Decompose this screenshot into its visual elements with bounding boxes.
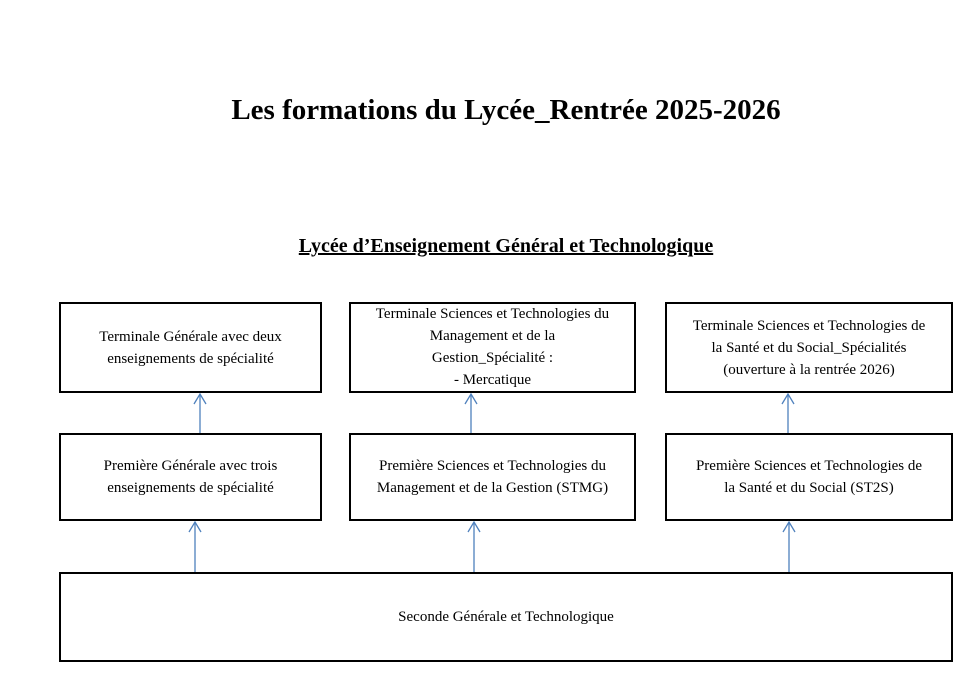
arrow-premiere-st2s-to-terminale-st2s	[782, 394, 794, 433]
arrow-seconde-to-premiere-stmg	[468, 522, 480, 572]
terminale-generale-label: Terminale Générale avec deux enseignements de spécialité	[99, 328, 282, 367]
premiere-stmg-label: Première Sciences et Technologies du Management et de la Gestion (STMG)	[376, 458, 609, 496]
arrow-seconde-to-premiere-st2s	[783, 522, 795, 572]
section-title: Lycée d’Enseignement Général et Technologique	[298, 235, 714, 257]
terminale-stmg-label: Terminale Sciences et Technologies du Management et de la Gestion_Spécialité : - Mercatique	[375, 305, 610, 388]
premiere-st2s-label: Première Sciences et Technologies de la Santé et du Social (ST2S)	[695, 458, 923, 496]
terminale-st2s-label: Terminale Sciences et Technologies de la Santé et du Social_Spécialités (ouverture à la rentrée 2026)	[692, 317, 926, 378]
premiere-generale-label: Première Générale avec trois enseignements de spécialité	[103, 458, 278, 496]
arrow-premiere-stmg-to-terminale-stmg	[465, 394, 477, 433]
arrow-premiere-generale-to-terminale-generale	[194, 394, 206, 433]
arrow-seconde-to-premiere-generale	[189, 522, 201, 572]
seconde-label: Seconde Générale et Technologique	[398, 609, 614, 625]
page-title: Les formations du Lycée_Rentrée 2025-2026	[231, 94, 781, 126]
